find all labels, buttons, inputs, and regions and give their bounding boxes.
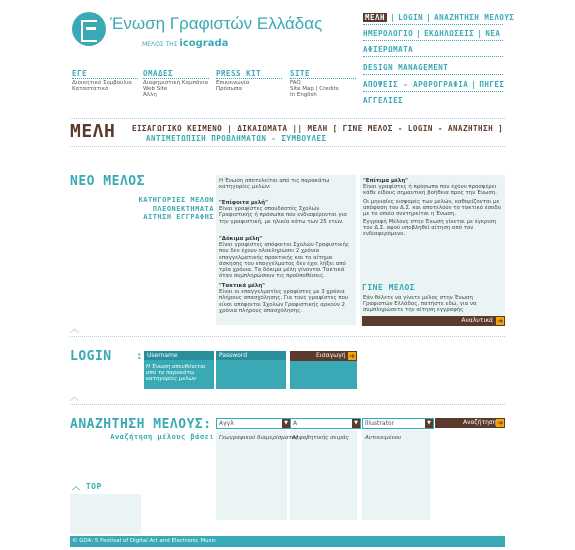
registration-text: Εγγραφή Μέλους στην Ένωση γίνεται με έγκριση του Δ.Σ. αφού υποβληθεί αίτηση από τον ενδιαφερόμενο. — [363, 219, 497, 238]
nav-divider — [363, 24, 503, 25]
nav-row-2: ΗΜΕΡΟΛΟΓΙΟ | ΕΚΔΗΛΩΣΕΙΣ | ΝΕΑ — [363, 29, 501, 38]
login-panel — [290, 361, 357, 389]
search-subtitle: Αναζήτηση μέλους βάσει — [110, 433, 214, 441]
chevron-down-icon: ▼ — [425, 419, 433, 428]
fees-text: Οι μηνιαίες εισφορές των μελών, καθορίζονται με απόφαση του Δ.Σ. και αποτελούν το τακτικό έσοδο με το οποίο συντηρείται η Ένωση. — [363, 199, 501, 218]
search-hint-region: Γεωγραφικού διαμερίσματος — [219, 435, 299, 441]
col-groups-item[interactable]: Άλλη — [143, 92, 157, 98]
letter-select-value: Α — [293, 420, 298, 427]
col-divider — [143, 78, 209, 79]
subject-select[interactable] — [362, 418, 434, 429]
footer-block-left — [70, 494, 141, 534]
nav-news[interactable]: ΝΕΑ — [485, 29, 501, 38]
category-2-text: Είναι γραφίστες απόφοιτοι Σχολών Γραφιστικής που δεν έχουν ολοκληρώσει 2 χρόνια επαγγελματικής πρακτικής και το αίτημα άσκησης του επαγγέλματος δεν έχει λήξει από τρία χρόνια. Τα δόκιμα μέλη γίνονται Τακτικά όταν συμπληρώσουν τις προϋποθέσεις. — [219, 242, 350, 280]
become-member-title: ΓΙΝΕ ΜΕΛΟΣ — [362, 283, 416, 292]
logo-icon[interactable] — [72, 12, 106, 46]
search-hint-letter: Αλφαβητικής σειράς — [292, 435, 349, 441]
col-site-item[interactable]: Site Map | Credits — [290, 86, 339, 92]
divider — [70, 404, 505, 405]
col-press-item[interactable]: Επικοινωνία — [216, 80, 250, 86]
intro-text: Η Ένωση αποτελείται από τις παρακάτω κατηγορίες μελών: — [219, 178, 330, 191]
login-submit-button[interactable] — [290, 351, 357, 361]
category-1-text: Είναι γραφίστες σπουδαστές Σχολών Γραφιστικής ή πρόσωπα που ενδιαφέρονται για την γραφιστική, με ηλικία κάτω των 25 ετών. — [219, 206, 347, 225]
arrow-right-icon: ➜ — [497, 419, 503, 427]
nav-design-management[interactable]: DESIGN MANAGEMENT — [363, 63, 449, 72]
back-to-top-link[interactable] — [72, 481, 102, 492]
category-4-title: "Επίτιμα μέλη" — [363, 178, 408, 184]
col-press-item[interactable]: Πρόσωπα — [216, 86, 243, 92]
category-4 — [363, 178, 503, 197]
col-groups-item[interactable]: Web Site — [143, 86, 168, 92]
chevron-down-icon: ▼ — [282, 419, 290, 428]
colon-glyph: : — [136, 349, 144, 362]
col-site-item[interactable]: FAQ — [290, 80, 301, 86]
col-divider — [72, 78, 138, 79]
search-submit-button[interactable] — [435, 418, 505, 428]
arrow-right-icon: ➜ — [497, 317, 503, 325]
category-3-title: "Τακτικά μέλη" — [219, 283, 265, 289]
top-label: TOP — [85, 482, 102, 491]
nav-login[interactable]: LOGIN — [398, 13, 424, 22]
search-hint-subject: Αντικειμένου — [365, 435, 402, 441]
nav-divider — [363, 74, 503, 75]
login-hint: Η Ένωση απευθύνεται από το παρακάτω κατηγορίες μελών — [146, 364, 206, 383]
login-title: LOGIN — [70, 349, 112, 364]
search-panel-subject — [362, 430, 430, 520]
divider — [70, 146, 505, 147]
page-submenu[interactable]: ΕΙΣΑΓΩΓΙΚΟ ΚΕΙΜΕΝΟ | ΔΙΚΑΙΩΜΑΤΑ || ΜΕΛΗ [ ΓΙΝΕ ΜΕΛΟΣ - LOGIN - ΑΝΑΖΗΤΗΣΗ ] — [132, 124, 504, 133]
nav-row-1: ΜΕΛΗ | LOGIN | ΑΝΑΖΗΤΗΣΗ ΜΕΛΟΥΣ — [365, 13, 515, 22]
arrow-right-icon: ➜ — [349, 352, 355, 360]
chevron-up-icon: ︿ — [72, 482, 81, 491]
col-press-head[interactable]: PRESS KIT — [216, 69, 262, 78]
link-application[interactable]: ΑΙΤΗΣΗ ΕΓΓΡΑΦΗΣ — [143, 213, 214, 221]
category-1 — [219, 200, 353, 225]
search-title: ΑΝΑΖΗΤΗΣΗ ΜΕΛΟΥΣ: — [70, 417, 212, 432]
nav-divider — [363, 91, 503, 92]
search-submit-label: Αναζήτηση — [463, 419, 497, 426]
col-ege-item[interactable]: Διοικητικό Συμβούλιο — [72, 80, 132, 86]
nav-events[interactable]: ΕΚΔΗΛΩΣΕΙΣ — [424, 29, 475, 38]
chevron-up-icon[interactable]: ︿ — [70, 393, 80, 403]
category-2 — [219, 236, 353, 279]
login-submit-label: Εισαγωγή — [316, 352, 346, 359]
col-divider — [216, 78, 282, 79]
new-member-title: ΝΕΟ ΜΕΛΟΣ — [70, 174, 145, 189]
link-benefits[interactable]: ΠΛΕΟΝΕΚΤΗΜΑΤΑ — [152, 205, 214, 213]
category-1-title: "Επίφοιτα μελή" — [219, 200, 268, 206]
col-groups-item[interactable]: Διαφημιστική Καμπάνια — [143, 80, 209, 86]
col-site-head[interactable]: SITE — [290, 69, 311, 78]
nav-opinions[interactable]: ΑΠΟΨΕΙΣ - ΑΡΘΡΟΓΡΑΦΙΑ — [363, 80, 469, 89]
details-button[interactable] — [362, 316, 505, 326]
password-field[interactable]: Password — [216, 351, 286, 360]
col-divider — [290, 78, 356, 79]
logo-subtitle — [142, 38, 228, 49]
category-3-text: Είναι οι επαγγελματίες γραφίστες με 3 χρόνια πλήρους απασχόλησης. Για τους γραφίστες που είναι απόφοιτοι Σχολών Γραφιστικής αρκούν 2 χρόνια πλήρους απασχόλησης. — [219, 289, 349, 314]
nav-classifieds[interactable]: ΑΓΓΕΛΙΕΣ — [363, 96, 404, 105]
details-label: Αναλυτικά — [461, 317, 493, 324]
divider — [70, 118, 505, 119]
search-panel-region — [216, 430, 287, 520]
category-4-text: Είναι γραφίστες ή πρόσωπα που έχουν προσφέρει κάθε είδους σημαντική βοήθεια προς την Ένωση. — [363, 184, 497, 197]
nav-divider — [363, 40, 503, 41]
nav-sources[interactable]: ΠΗΓΕΣ — [479, 80, 505, 89]
page-title: ΜΕΛΗ — [70, 121, 116, 142]
category-2-title: "Δόκιμα μέλη" — [219, 236, 263, 242]
search-panel-letter — [290, 430, 357, 520]
logo-title[interactable]: Ένωση Γραφιστών Ελλάδας — [110, 14, 323, 33]
category-3 — [219, 283, 353, 314]
col-ege-item[interactable]: Καταστατικό — [72, 86, 109, 92]
region-select[interactable] — [216, 418, 291, 429]
nav-row-5: ΑΠΟΨΕΙΣ - ΑΡΘΡΟΓΡΑΦΙΑ | ΠΗΓΕΣ — [363, 80, 505, 89]
col-groups-head[interactable]: ΟΜΑΔΕΣ — [143, 69, 174, 78]
col-site-item[interactable]: In English — [290, 92, 317, 98]
member-of-text: ΜΕΛΟΣ ΤΗΣ — [142, 41, 178, 48]
username-field[interactable]: Username — [144, 351, 214, 360]
nav-member-search[interactable]: ΑΝΑΖΗΤΗΣΗ ΜΕΛΟΥΣ — [434, 13, 515, 22]
chevron-up-icon[interactable]: ︿ — [70, 325, 80, 335]
become-member-text[interactable]: Εάν θέλετε να γίνετε μέλος στην Ένωση Γραφιστών Ελλάδος, πατήστε εδώ, για να συμπληρώσετε την αίτηση εγγραφής — [363, 295, 477, 314]
nav-calendar[interactable]: ΗΜΕΡΟΛΟΓΙΟ — [363, 29, 414, 38]
subject-select-value: Illustrator — [365, 420, 395, 427]
letter-select[interactable] — [290, 418, 361, 429]
icograda-text: icograda — [179, 38, 229, 49]
page-submenu-2[interactable]: ΑΝΤΙΜΕΤΩΠΙΣΗ ΠΡΟΒΛΗΜΑΤΩΝ - ΣΥΜΒΟΥΛΕΣ — [146, 134, 327, 143]
col-ege-head[interactable]: ΕΓΕ — [72, 69, 88, 78]
footer-text: © GDA: 5 Festival of Digital Art and Electronic Music — [72, 538, 217, 544]
chevron-down-icon: ▼ — [352, 419, 360, 428]
nav-divider — [363, 56, 503, 57]
nav-tributes[interactable]: ΑΦΙΕΡΩΜΑΤΑ — [363, 45, 414, 54]
divider — [70, 336, 505, 337]
nav-members[interactable]: ΜΕΛΗ — [365, 13, 386, 22]
region-select-value: Αγγλ — [219, 420, 234, 427]
link-member-categories[interactable]: ΚΑΤΗΓΟΡΙΕΣ ΜΕΛΩΝ — [138, 196, 214, 204]
